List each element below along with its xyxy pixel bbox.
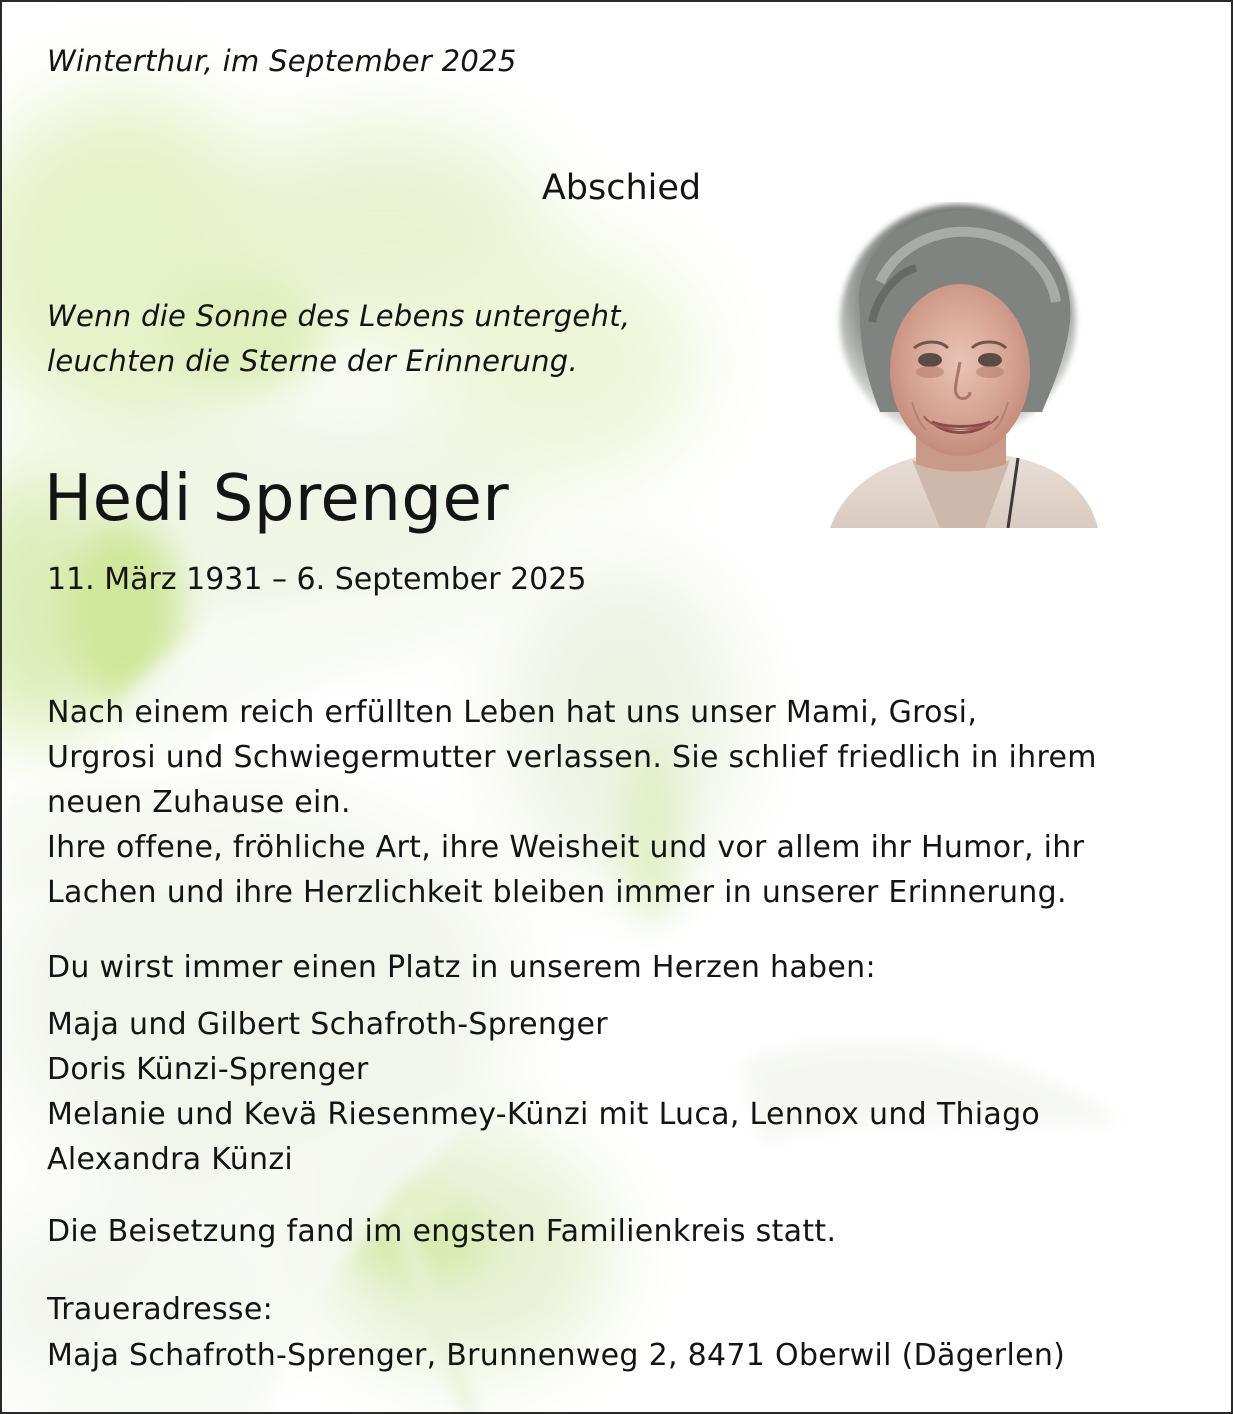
mourning-address: Maja Schafroth-Sprenger, Brunnenweg 2, 8471 Oberwil (Dägerlen)	[47, 1338, 1066, 1373]
quote-line: Wenn die Sonne des Lebens untergeht,	[47, 299, 631, 333]
heading-abschied: Abschied	[541, 168, 702, 208]
mourner-entry: Alexandra Künzi	[47, 1142, 294, 1177]
mourner-entry: Doris Künzi-Sprenger	[47, 1052, 369, 1087]
funeral-note: Die Beisetzung fand im engsten Familienkreis statt.	[47, 1214, 837, 1249]
paragraph-line: Nach einem reich erfüllten Leben hat uns unser Mami, Grosi,	[47, 695, 978, 730]
mourner-entry: Maja und Gilbert Schafroth-Sprenger	[47, 1007, 608, 1042]
memorial-paragraph	[47, 690, 1097, 915]
paragraph-line: Ihre offene, fröhliche Art, ihre Weisheit und vor allem ihr Humor, ihr	[47, 830, 1085, 865]
paragraph-line: Urgrosi und Schwiegermutter verlassen. Sie schlief friedlich in ihrem	[47, 740, 1097, 775]
deceased-name: Hedi Sprenger	[44, 462, 510, 536]
quote-line: leuchten die Sterne der Erinnerung.	[47, 344, 579, 378]
life-dates: 11. März 1931 – 6. September 2025	[47, 562, 587, 597]
paragraph-line: neuen Zuhause ein.	[47, 785, 351, 820]
portrait-photo	[820, 202, 1102, 528]
quote	[47, 294, 630, 384]
paragraph-line: Lachen und ihre Herzlichkeit bleiben immer in unserer Erinnerung.	[47, 875, 1067, 910]
mourner-entry: Melanie und Kevä Riesenmey-Künzi mit Luca, Lennox und Thiago	[47, 1097, 1041, 1132]
place-date: Winterthur, im September 2025	[47, 44, 517, 78]
address-label: Traueradresse:	[47, 1292, 274, 1327]
mourners-intro: Du wirst immer einen Platz in unserem Herzen haben:	[47, 950, 876, 985]
mourners-list	[47, 1002, 1040, 1182]
